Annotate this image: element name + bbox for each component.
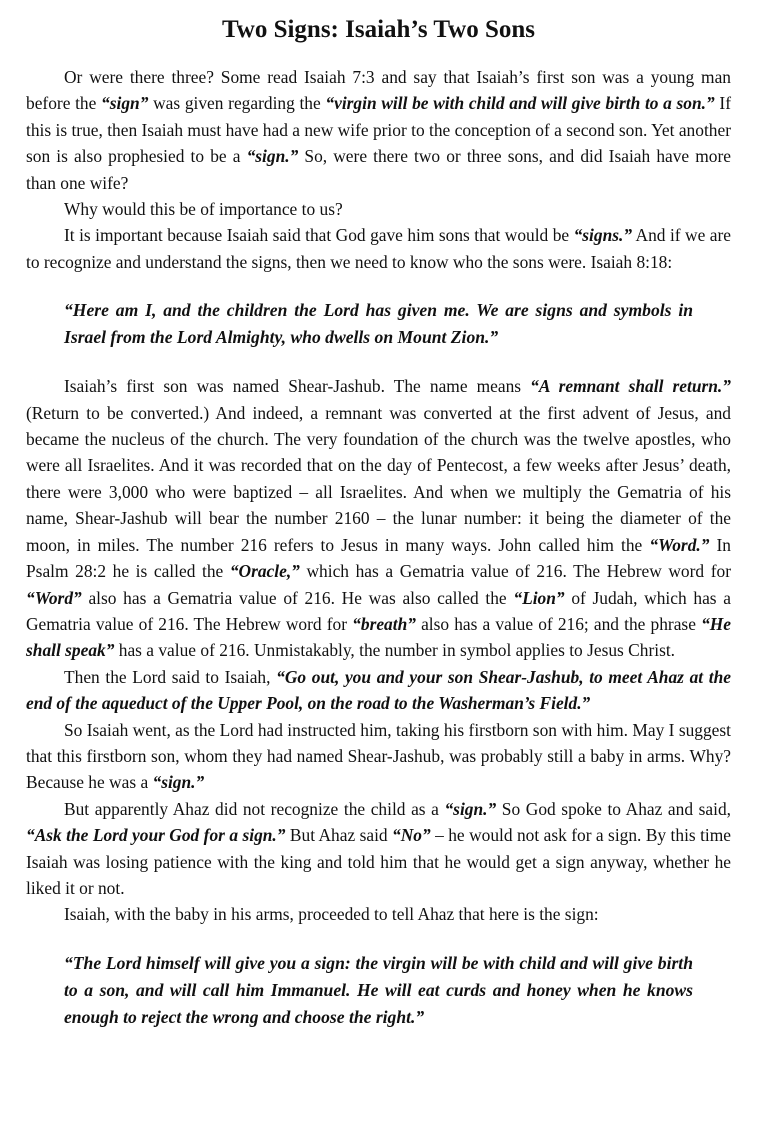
quoted-phrase: “signs.” bbox=[573, 225, 633, 246]
text-run: (Return to be converted.) And indeed, a remnant was converted at the first advent of Jesus, and became the nucleus of the church. The very foundation of the church was the twelve apostles, who were all Israelites. And it was recorded that on the day of Pentecost, a few weeks after Jesus’ death, there were 3,000 who were baptized – all Israelites. And when we multiply the Gematria of his name, Shear-Jashub will bear the number 2160 – the lunar number: it being the diameter of the moon, in miles. The number 216 refers to Jesus in many ways. John called him the bbox=[26, 402, 731, 555]
quoted-phrase: “virgin will be with child and will give birth to a son.” bbox=[325, 93, 715, 114]
body-section bbox=[26, 373, 731, 928]
quoted-phrase: “Ask the Lord your God for a sign.” bbox=[26, 825, 286, 846]
quoted-phrase: “Oracle,” bbox=[229, 561, 300, 582]
text-run: of Judah, which has a Gematria value of 216. The Hebrew word for bbox=[26, 587, 731, 634]
paragraph bbox=[26, 664, 731, 717]
text-run: also has a Gematria value of 216. He was also called the bbox=[81, 587, 514, 608]
document-page bbox=[26, 12, 731, 1053]
text-run: which has a Gematria value of 216. The Hebrew word for bbox=[299, 561, 731, 582]
quoted-phrase: “He shall speak” bbox=[26, 613, 732, 661]
text-run: So, were there two or three sons, and did Isaiah have more than one wife? bbox=[26, 146, 732, 193]
quoted-phrase: “Word.” bbox=[649, 534, 710, 555]
text-run: But apparently Ahaz did not recognize the child as a bbox=[64, 798, 445, 819]
text-run: also has a value of 216; and the phrase bbox=[415, 613, 702, 634]
paragraph bbox=[26, 196, 731, 222]
text-run: was given regarding the bbox=[148, 93, 326, 114]
text-run: So Isaiah went, as the Lord had instructed him, taking his firstborn son with him. May I suggest that this firstborn son, whom they had named Shear-Jashub, was probably still a baby in arms. Why? Because he was a bbox=[26, 719, 731, 793]
quoted-phrase: “No” bbox=[392, 825, 431, 846]
intro-section bbox=[26, 64, 731, 275]
quoted-phrase: “sign” bbox=[101, 93, 149, 114]
text-run: Why would this be of importance to us? bbox=[64, 199, 343, 220]
paragraph bbox=[26, 796, 731, 902]
text-run: In Psalm 28:2 he is called the bbox=[26, 534, 731, 582]
quoted-phrase: “Go out, you and your son Shear-Jashub, to meet Ahaz at the end of the aqueduct of the Upper Pool, on the road to the Washerman’s Field.” bbox=[26, 666, 732, 714]
text-run: has a value of 216. Unmistakably, the number in symbol applies to Jesus Christ. bbox=[114, 640, 676, 661]
text-run: But Ahaz said bbox=[285, 825, 393, 846]
quoted-phrase: “sign.” bbox=[152, 772, 205, 793]
text-run: Then the Lord said to Isaiah, bbox=[64, 666, 277, 687]
paragraph bbox=[26, 373, 731, 663]
quoted-phrase: “A remnant shall return.” bbox=[530, 376, 731, 397]
block-quote: “The Lord himself will give you a sign: the virgin will be with child and will give birth to a son, and will call him Immanuel. He will eat curds and honey when he knows enough to reject the wrong and choose the right.” bbox=[64, 952, 693, 1027]
page-title: Two Signs: Isaiah’s Two Sons bbox=[221, 16, 536, 43]
text-run: So God spoke to Ahaz and said, bbox=[496, 798, 731, 819]
quoted-phrase: “breath” bbox=[352, 613, 416, 634]
text-run: Isaiah, with the baby in his arms, proceeded to tell Ahaz that here is the sign: bbox=[64, 904, 599, 925]
text-run: And if we are to recognize and understand the signs, then we need to know who the sons were. Isaiah 8:18: bbox=[26, 225, 731, 272]
paragraph bbox=[26, 64, 731, 196]
text-run: If this is true, then Isaiah must have had a new wife prior to the conception of a second son. Yet another son is also prophesied to be a bbox=[26, 93, 731, 167]
quoted-phrase: “Lion” bbox=[513, 587, 565, 608]
paragraph bbox=[26, 717, 731, 796]
quoted-phrase: “sign.” bbox=[246, 146, 299, 167]
paragraph bbox=[26, 222, 731, 275]
text-run: Isaiah’s first son was named Shear-Jashub. The name means bbox=[64, 376, 531, 397]
text-run: It is important because Isaiah said that God gave him sons that would be bbox=[64, 225, 574, 246]
quoted-phrase: “sign.” bbox=[444, 798, 497, 819]
text-run: – he would not ask for a sign. By this time Isaiah was losing patience with the king and told him that he would get a sign anyway, whether he liked it or not. bbox=[26, 825, 731, 898]
quoted-phrase: “Word” bbox=[26, 587, 82, 608]
text-run: Or were there three? Some read Isaiah 7:3 and say that Isaiah’s first son was a young man before the bbox=[26, 67, 731, 114]
block-quote: “Here am I, and the children the Lord has given me. We are signs and symbols in Israel from the Lord Almighty, who dwells on Mount Zion.” bbox=[64, 300, 693, 348]
paragraph bbox=[26, 901, 731, 927]
